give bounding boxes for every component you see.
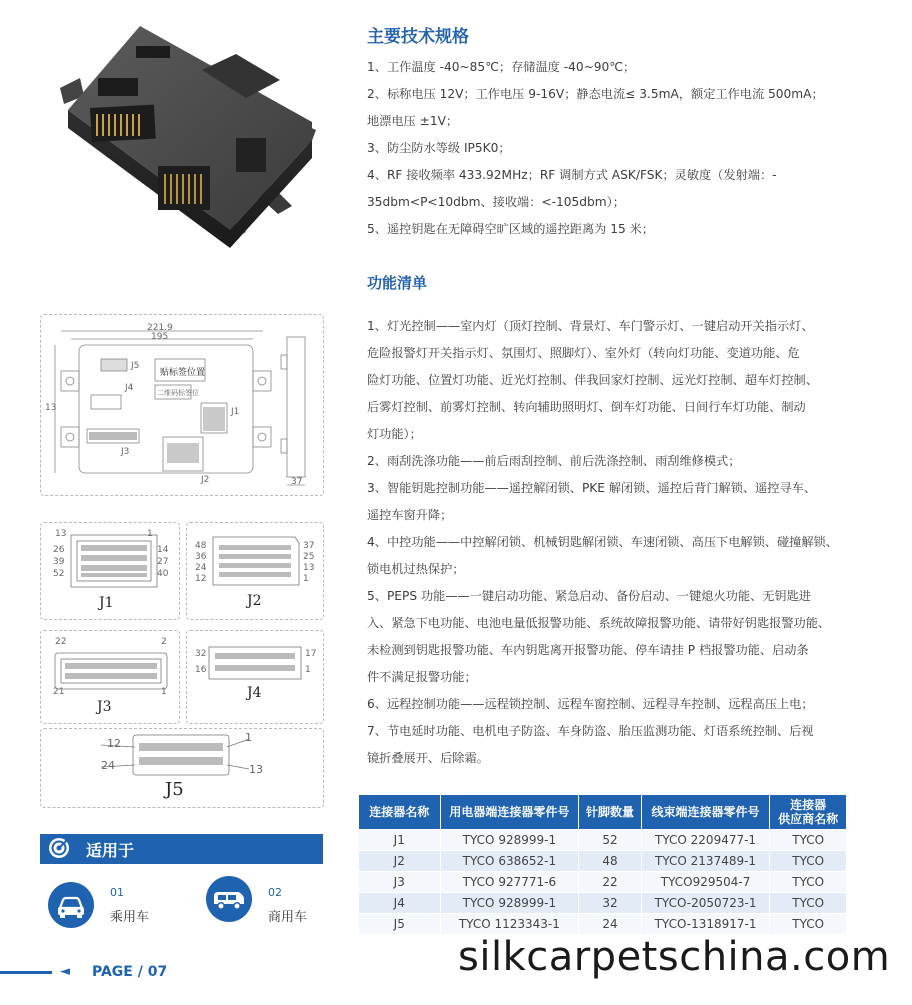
spec-line: 5、遥控钥匙在无障碍空旷区域的遥控距离为 15 米； (367, 222, 654, 236)
cell-name: J2 (359, 851, 441, 872)
cell-device-part: TYCO 927771-6 (440, 872, 579, 893)
watermark-text: silkcarpetschina.com (458, 934, 891, 980)
footer-line (0, 971, 52, 974)
function-list (367, 313, 872, 772)
applicable-title: 适用于 (86, 841, 135, 860)
j2-pin-24: 24 (195, 563, 207, 573)
j1-pin-39: 39 (53, 557, 65, 567)
vehicle-2-number: 02 (268, 886, 282, 899)
function-line: 4、中控功能——中控解闭锁、机械钥匙解闭锁、车速闭锁、高压下电解锁、碰撞解锁、 (367, 535, 838, 549)
table-row (359, 872, 847, 893)
cell-supplier: TYCO (770, 893, 847, 914)
function-line: 灯功能）； (367, 427, 422, 441)
function-line: 5、PEPS 功能——一键启动功能、紧急启动、备份启动、一键熄火功能、无钥匙进 (367, 589, 811, 603)
connector-j2-drawing (186, 522, 324, 620)
col-supplier-line2: 供应商名称 (778, 812, 839, 826)
cell-name: J3 (359, 872, 441, 893)
connector-j4-drawing (186, 630, 324, 724)
outline-drawing (40, 314, 324, 496)
cell-harness-part: TYCO-1318917-1 (641, 914, 770, 935)
cell-device-part: TYCO 928999-1 (440, 893, 579, 914)
applicable-divider (40, 862, 323, 864)
j2-label: J2 (247, 593, 262, 609)
j1-pin-26: 26 (53, 545, 65, 555)
function-line: 件不满足报警功能； (367, 670, 477, 684)
cell-device-part: TYCO 1123343-1 (440, 914, 579, 935)
cell-harness-part: TYCO-2050723-1 (641, 893, 770, 914)
j1-label: J1 (99, 595, 114, 611)
van-icon (206, 876, 252, 922)
dim-side-bottom: 37 (291, 477, 303, 487)
vehicle-1-name: 乘用车 (110, 910, 150, 925)
j5-pin-1: 1 (245, 731, 252, 744)
dim-width-inner: 195 (151, 332, 169, 342)
applicable-header (40, 834, 323, 862)
outline-drawing-svg (41, 315, 323, 495)
dim-side: 13 (45, 403, 57, 413)
qr-label-text: 二维码标签位 (157, 389, 199, 397)
spec-line: 地漂电压 ±1V； (367, 114, 459, 128)
page-number: PAGE / 07 (92, 964, 168, 980)
j1-pin-40: 40 (157, 569, 169, 579)
table-row (359, 893, 847, 914)
cell-device-part: TYCO 638652-1 (440, 851, 579, 872)
drawing-j4-label: J4 (125, 383, 134, 393)
cell-harness-part: TYCO 2137489-1 (641, 851, 770, 872)
j5-label: J5 (165, 779, 184, 800)
j4-pin-1: 1 (305, 665, 311, 675)
col-harness-part: 线束端连接器零件号 (641, 795, 770, 830)
cell-supplier: TYCO (770, 872, 847, 893)
j1-pin-27: 27 (157, 557, 169, 567)
label-area-text: 贴标签位置 (160, 368, 206, 378)
page-arrow-icon[interactable]: ◄ (60, 964, 70, 979)
col-connector-name: 连接器名称 (359, 795, 441, 830)
function-line: 险灯功能、位置灯功能、近光灯控制、伴我回家灯控制、远光灯控制、超车灯控制、 (367, 373, 818, 387)
drawing-j2-label: J2 (201, 475, 210, 485)
dim-width-outer: 221.9 (147, 323, 173, 333)
vehicle-2-name: 商用车 (268, 910, 308, 925)
spec-line: 3、防尘防水等级 IP5K0； (367, 141, 511, 155)
table-header-row (359, 795, 847, 830)
j1-pin-13: 13 (55, 529, 67, 539)
cell-pins: 48 (579, 851, 642, 872)
cell-supplier: TYCO (770, 914, 847, 935)
spec-line: 35dbm<P<10dbm、接收端：<-105dbm）； (367, 195, 625, 209)
j3-pin-2: 2 (161, 637, 167, 647)
table-row (359, 851, 847, 872)
cell-pins: 22 (579, 872, 642, 893)
vehicle-1-number: 01 (110, 886, 124, 899)
cell-device-part: TYCO 928999-1 (440, 830, 579, 851)
cell-supplier: TYCO (770, 851, 847, 872)
function-line: 1、灯光控制——室内灯（顶灯控制、背景灯、车门警示灯、一键启动开关指示灯、 (367, 319, 814, 333)
connector-j1-drawing (40, 522, 180, 620)
j2-pin-48: 48 (195, 541, 207, 551)
drawing-j1-label: J1 (231, 407, 240, 417)
table-row (359, 830, 847, 851)
j1-pin-1: 1 (147, 529, 153, 539)
spec-list (367, 54, 872, 243)
j2-pin-12: 12 (195, 574, 207, 584)
cell-name: J5 (359, 914, 441, 935)
j4-pin-16: 16 (195, 665, 207, 675)
function-line: 镜折叠展开、后除霜。 (367, 751, 489, 765)
j4-pin-32: 32 (195, 649, 207, 659)
cell-harness-part: TYCO929504-7 (641, 872, 770, 893)
cell-name: J1 (359, 830, 441, 851)
col-supplier (770, 795, 847, 830)
cell-pins: 24 (579, 914, 642, 935)
connector-j4-svg (187, 631, 323, 723)
target-icon (48, 837, 70, 859)
function-line: 后雾灯控制、前雾灯控制、转向辅助照明灯、倒车灯功能、日间行车灯功能、制动 (367, 400, 806, 414)
col-supplier-line1: 连接器 (790, 798, 827, 812)
car-icon (48, 882, 94, 928)
function-line: 2、雨刮洗涤功能——前后雨刮控制、前后洗涤控制、雨刮维修模式； (367, 454, 741, 468)
function-line: 入、紧急下电功能、电池电量低报警功能、系统故障报警功能、请带好钥匙报警功能、 (367, 616, 831, 630)
function-line: 遥控车窗升降； (367, 508, 453, 522)
j1-pin-14: 14 (157, 545, 169, 555)
function-line: 未检测到钥匙报警功能、车内钥匙离开报警功能、停车请挂 P 档报警功能、启动条 (367, 643, 809, 657)
spec-line: 4、RF 接收频率 433.92MHz；RF 调制方式 ASK/FSK；灵敏度（发射端：- (367, 168, 777, 182)
j2-pin-25: 25 (303, 552, 315, 562)
function-line: 7、节电延时功能、电机电子防盗、车身防盗、胎压监测功能、灯语系统控制、后视 (367, 724, 814, 738)
function-line: 锁电机过热保护； (367, 562, 465, 576)
j1-pin-52: 52 (53, 569, 65, 579)
connector-j3-drawing (40, 630, 180, 724)
function-line: 危险报警灯开关指示灯、氛围灯、照脚灯）、室外灯（转向灯功能、变道功能、危 (367, 346, 800, 360)
j2-pin-36: 36 (195, 552, 207, 562)
spec-line: 2、标称电压 12V；工作电压 9-16V；静态电流≤ 3.5mA，额定工作电流 500mA； (367, 87, 824, 101)
cell-harness-part: TYCO 2209477-1 (641, 830, 770, 851)
function-line: 3、智能钥匙控制功能——遥控解闭锁、PKE 解闭锁、遥控后背门解锁、遥控寻车、 (367, 481, 817, 495)
connector-j5-drawing (40, 728, 324, 808)
col-device-part: 用电器端连接器零件号 (440, 795, 579, 830)
spec-line: 1、工作温度 -40~85℃；存储温度 -40~90℃； (367, 60, 636, 74)
j2-pin-37: 37 (303, 541, 315, 551)
j2-pin-1: 1 (303, 574, 309, 584)
j3-label: J3 (97, 699, 112, 715)
j2-pin-13: 13 (303, 563, 315, 573)
j3-pin-1: 1 (161, 687, 167, 697)
j4-pin-17: 17 (305, 649, 317, 659)
col-pin-count: 针脚数量 (579, 795, 642, 830)
j5-pin-12: 12 (107, 737, 121, 750)
cell-supplier: TYCO (770, 830, 847, 851)
j4-label: J4 (247, 685, 262, 701)
cell-name: J4 (359, 893, 441, 914)
drawing-j5-label: J5 (131, 361, 140, 371)
j5-pin-24: 24 (101, 759, 115, 772)
drawing-j3-label: J3 (121, 447, 130, 457)
spec-title: 主要技术规格 (367, 27, 469, 47)
connector-table (358, 794, 847, 935)
function-title: 功能清单 (367, 274, 428, 292)
j3-pin-21: 21 (53, 687, 65, 697)
table-row (359, 914, 847, 935)
j3-pin-22: 22 (55, 637, 67, 647)
function-line: 6、远程控制功能——远程锁控制、远程车窗控制、远程寻车控制、远程高压上电； (367, 697, 814, 711)
cell-pins: 52 (579, 830, 642, 851)
bcm-module-photo (40, 18, 340, 253)
cell-pins: 32 (579, 893, 642, 914)
j5-pin-13: 13 (249, 763, 263, 776)
